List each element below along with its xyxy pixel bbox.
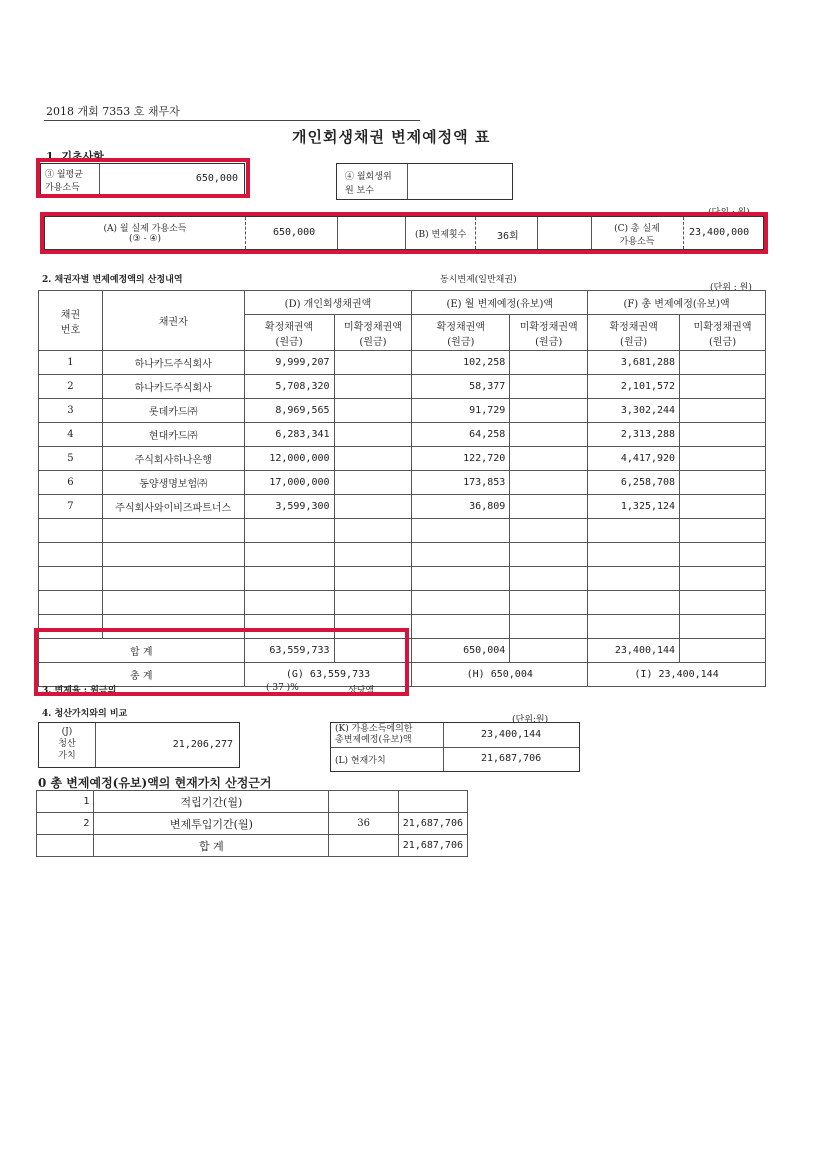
c-label-2: 가용소득 [619, 237, 655, 247]
pv-no: 1 [37, 791, 94, 813]
row-no [39, 567, 103, 591]
header-underline [44, 120, 420, 121]
trustee-fee-box [336, 163, 513, 200]
page-title: 개인회생채권 변제예정액 표 [292, 128, 491, 146]
row-f-unconfirmed [680, 399, 766, 423]
pv-row [37, 791, 468, 813]
header-creditor: 채권자 [102, 291, 244, 351]
row-f-unconfirmed [680, 591, 766, 615]
highlight-monthly-income [36, 158, 250, 198]
row-creditor: 동양생명보험㈜ [102, 471, 244, 495]
row-e-unconfirmed [510, 543, 588, 567]
present-value-box [330, 722, 580, 772]
row-d-confirmed: 9,999,207 [244, 351, 334, 375]
row-no [39, 519, 103, 543]
table-row [39, 399, 766, 423]
a-value: 650,000 [273, 227, 316, 238]
row-e-confirmed [412, 543, 510, 567]
c-value: 23,400,000 [689, 227, 750, 238]
table-row [39, 495, 766, 519]
row-d-confirmed: 5,708,320 [244, 375, 334, 399]
sum-f: 23,400,144 [588, 639, 680, 663]
monthly-income-label: ③ 월평균 [45, 170, 83, 180]
monthly-income-value: 650,000 [195, 173, 238, 184]
divider [331, 747, 579, 748]
header-d-unconfirmed: 미확정채권액 (원금) [334, 315, 412, 351]
header-e-confirmed: 확정채권액 (원금) [412, 315, 510, 351]
row-e-confirmed [412, 591, 510, 615]
pv-value [398, 791, 467, 813]
total-i: (I) 23,400,144 [588, 663, 766, 687]
row-creditor: 하나카드주식회사 [102, 351, 244, 375]
row-e-confirmed [412, 567, 510, 591]
row-f-confirmed [588, 615, 680, 639]
l-label: (L) 현재가치 [335, 756, 386, 766]
row-d-confirmed: 6,283,341 [244, 423, 334, 447]
row-e-confirmed: 58,377 [412, 375, 510, 399]
row-f-confirmed: 3,302,244 [588, 399, 680, 423]
section3-suffix: 상당액 [348, 686, 375, 696]
c-label: (C) 총 실제 [614, 224, 660, 234]
row-f-confirmed [588, 591, 680, 615]
pv-no [37, 835, 94, 857]
row-no: 2 [39, 375, 103, 399]
pv-label: 적립기간(월) [94, 791, 329, 813]
row-creditor [102, 543, 244, 567]
row-e-unconfirmed [510, 399, 588, 423]
row-f-confirmed [588, 519, 680, 543]
section5-title: 0 총 변제예정(유보)액의 현재가치 산정근거 [38, 776, 272, 790]
row-e-unconfirmed [510, 591, 588, 615]
row-f-unconfirmed [680, 447, 766, 471]
empty-cell [680, 639, 766, 663]
row-creditor [102, 567, 244, 591]
table-row [39, 423, 766, 447]
row-e-unconfirmed [510, 615, 588, 639]
row-d-confirmed [244, 591, 334, 615]
row-e-confirmed [412, 615, 510, 639]
sum-d: 63,559,733 [244, 639, 334, 663]
trustee-fee-label-2: 원 보수 [345, 186, 374, 196]
row-creditor [102, 591, 244, 615]
row-f-confirmed: 2,313,288 [588, 423, 680, 447]
l-value: 21,687,706 [481, 753, 542, 764]
row-d-unconfirmed [334, 399, 412, 423]
k-value: 23,400,144 [481, 729, 542, 740]
row-f-confirmed: 6,258,708 [588, 471, 680, 495]
table-row [39, 591, 766, 615]
section1-title: 1. 기초사항 [46, 150, 104, 163]
header-no: 채권 번호 [39, 291, 103, 351]
row-no: 3 [39, 399, 103, 423]
row-e-unconfirmed [510, 567, 588, 591]
pv-months [329, 835, 398, 857]
pv-no: 2 [37, 813, 94, 835]
row-creditor: 롯데카드㈜ [102, 399, 244, 423]
row-d-unconfirmed [334, 519, 412, 543]
present-value-table [36, 790, 468, 857]
header-f-confirmed: 확정채권액 (원금) [588, 315, 680, 351]
table-row [39, 375, 766, 399]
row-f-confirmed: 2,101,572 [588, 375, 680, 399]
section3-label: 3. 변제율 : 원금의 [42, 686, 117, 696]
row-d-unconfirmed [334, 543, 412, 567]
row-creditor: 주식회사하나은행 [102, 447, 244, 471]
pv-value: 21,687,706 [398, 835, 467, 857]
row-d-unconfirmed [334, 447, 412, 471]
header-d: (D) 개인회생채권액 [244, 291, 412, 315]
row-d-unconfirmed [334, 471, 412, 495]
j-value: 21,206,277 [172, 739, 233, 750]
row-d-confirmed [244, 543, 334, 567]
section2-title: 2. 채권자별 변제예정액의 산정내역 [42, 275, 183, 285]
a-label-2: (③ - ④) [129, 234, 161, 244]
case-number-line: 2018 개회 7353 호 채무자 [46, 105, 180, 118]
row-e-unconfirmed [510, 519, 588, 543]
section2-subtitle: 동시변제(일반채권) [440, 275, 517, 285]
row-e-unconfirmed [510, 375, 588, 399]
row-no: 4 [39, 423, 103, 447]
section4-unit: (단위:원) [512, 715, 549, 725]
row-d-confirmed: 8,969,565 [244, 399, 334, 423]
row-e-confirmed: 64,258 [412, 423, 510, 447]
row-f-unconfirmed [680, 375, 766, 399]
row-d-confirmed: 17,000,000 [244, 471, 334, 495]
k-label: (K) 가용소득에의한 총변제예정(유보)액 [335, 724, 413, 745]
row-f-unconfirmed [680, 543, 766, 567]
a-label: (A) 월 실제 가용소득 [103, 224, 187, 234]
divider [95, 723, 96, 767]
table-row [39, 351, 766, 375]
row-f-confirmed: 1,325,124 [588, 495, 680, 519]
j-label: (J) 청산 가치 [58, 727, 76, 761]
header-e-unconfirmed: 미확정채권액 (원금) [510, 315, 588, 351]
table-row [39, 447, 766, 471]
section1-unit: (단위 : 원) [708, 208, 750, 218]
header-f-unconfirmed: 미확정채권액 (원금) [680, 315, 766, 351]
pv-label: 합 계 [94, 835, 329, 857]
row-e-confirmed: 122,720 [412, 447, 510, 471]
divider [407, 164, 408, 199]
row-no: 6 [39, 471, 103, 495]
highlight-total-and-rate [34, 628, 409, 696]
row-d-confirmed [244, 567, 334, 591]
row-f-confirmed [588, 543, 680, 567]
row-f-unconfirmed [680, 423, 766, 447]
row-creditor: 하나카드주식회사 [102, 375, 244, 399]
row-d-unconfirmed [334, 423, 412, 447]
pv-row [37, 813, 468, 835]
row-no: 5 [39, 447, 103, 471]
row-e-unconfirmed [510, 423, 588, 447]
row-f-unconfirmed [680, 495, 766, 519]
row-no [39, 543, 103, 567]
empty-cell [510, 639, 588, 663]
row-e-unconfirmed [510, 495, 588, 519]
row-e-unconfirmed [510, 471, 588, 495]
row-d-unconfirmed [334, 375, 412, 399]
row-d-unconfirmed [334, 495, 412, 519]
row-creditor: 주식회사와이비즈파트너스 [102, 495, 244, 519]
total-label: 총 계 [39, 663, 245, 687]
section2-unit: (단위 : 원) [710, 283, 752, 293]
row-d-unconfirmed [334, 351, 412, 375]
row-f-unconfirmed [680, 519, 766, 543]
row-e-confirmed: 173,853 [412, 471, 510, 495]
row-f-unconfirmed [680, 615, 766, 639]
row-e-unconfirmed [510, 447, 588, 471]
row-f-confirmed: 3,681,288 [588, 351, 680, 375]
pv-row [37, 835, 468, 857]
pv-months [329, 791, 398, 813]
row-e-confirmed: 91,729 [412, 399, 510, 423]
b-value: 36회 [497, 231, 519, 242]
row-d-confirmed: 3,599,300 [244, 495, 334, 519]
row-e-confirmed: 36,809 [412, 495, 510, 519]
row-f-confirmed [588, 567, 680, 591]
total-g: (G) 63,559,733 [244, 663, 412, 687]
row-d-unconfirmed [334, 567, 412, 591]
table-row [39, 543, 766, 567]
pv-value: 21,687,706 [398, 813, 467, 835]
table-row [39, 471, 766, 495]
sum-label: 합 계 [39, 639, 245, 663]
row-e-unconfirmed [510, 351, 588, 375]
header-f: (F) 총 변제예정(유보)액 [588, 291, 766, 315]
table-row [39, 519, 766, 543]
row-e-confirmed [412, 519, 510, 543]
b-label: (B) 변제횟수 [415, 230, 467, 240]
row-d-unconfirmed [334, 591, 412, 615]
pv-label: 변제투입기간(월) [94, 813, 329, 835]
section3-rate: ( 37 )% [266, 683, 299, 693]
total-h: (H) 650,004 [412, 663, 588, 687]
monthly-income-label-2: 가용소득 [45, 183, 80, 193]
section4-title: 4. 청산가치와의 비교 [42, 709, 128, 719]
table-row [39, 567, 766, 591]
row-no [39, 591, 103, 615]
row-d-confirmed: 12,000,000 [244, 447, 334, 471]
liquidation-value-box [38, 722, 240, 768]
trustee-fee-label: ④ 월회생위 [345, 172, 392, 182]
row-f-unconfirmed [680, 471, 766, 495]
row-f-unconfirmed [680, 567, 766, 591]
row-creditor: 현대카드㈜ [102, 423, 244, 447]
header-e: (E) 월 변제예정(유보)액 [412, 291, 588, 315]
row-d-confirmed [244, 519, 334, 543]
row-no: 7 [39, 495, 103, 519]
row-f-confirmed: 4,417,920 [588, 447, 680, 471]
row-e-confirmed: 102,258 [412, 351, 510, 375]
sum-e: 650,004 [412, 639, 510, 663]
pv-months: 36 [329, 813, 398, 835]
row-no: 1 [39, 351, 103, 375]
row-f-unconfirmed [680, 351, 766, 375]
row-creditor [102, 519, 244, 543]
header-d-confirmed: 확정채권액 (원금) [244, 315, 334, 351]
highlight-available-income [40, 212, 768, 254]
